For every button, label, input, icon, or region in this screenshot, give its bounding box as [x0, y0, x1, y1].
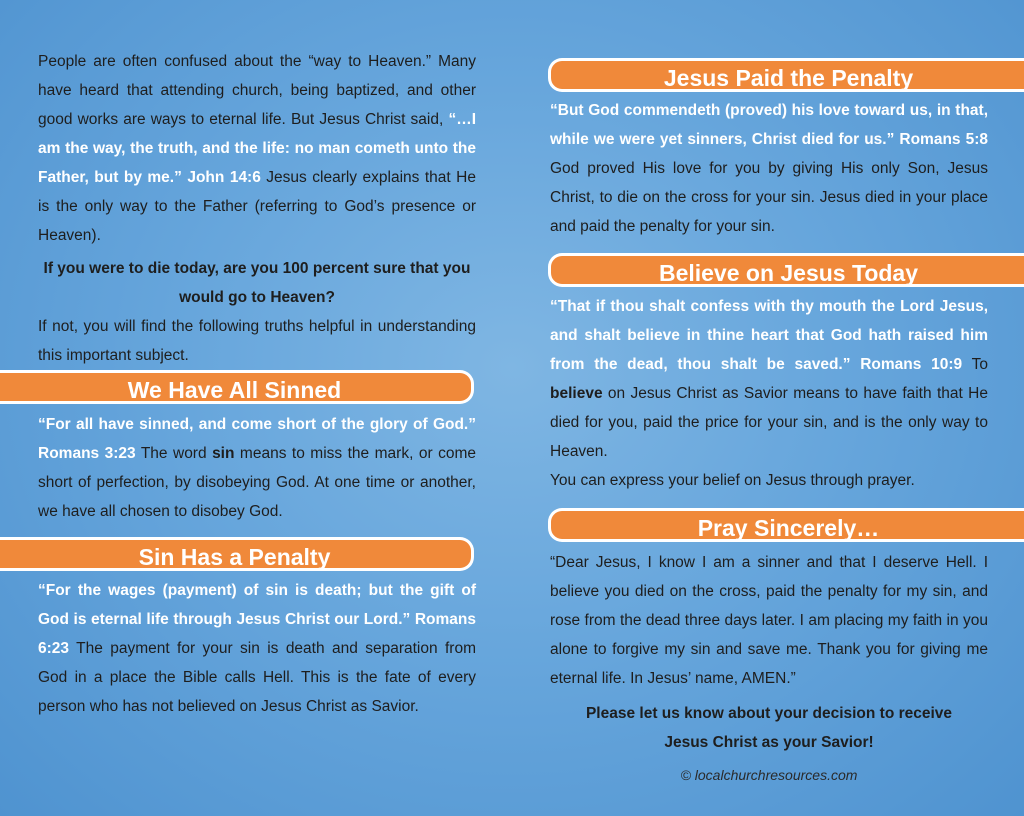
- believe-text-2: on Jesus Christ as Savior means to have faith that He died for you, paid the price for your sin, and is the only way to Heaven.: [550, 385, 988, 460]
- penalty-text: The payment for your sin is death and separation from God in a place the Bible calls Hell. This is the fate of every person who has not believed on Jesus Christ as Savior.: [38, 640, 476, 715]
- paid-block: [550, 96, 988, 241]
- keyword-sin: sin: [212, 445, 235, 462]
- section-title-pray-sincerely: Pray Sincerely…: [548, 508, 1024, 542]
- scripture-romans-3-23: “For all have sinned, and come short of the glory of God.” Romans 3:23: [38, 416, 476, 462]
- believe-paragraph: [550, 292, 988, 466]
- keyword-believe: believe: [550, 385, 603, 402]
- question: If you were to die today, are you 100 percent sure that you would go to Heaven?: [43, 260, 471, 306]
- scripture-romans-10-9: “That if thou shalt confess with thy mouth the Lord Jesus, and shalt believe in thine heart that God hath raised him from the dead, thou shalt be saved.” Romans 10:9: [550, 298, 988, 373]
- section-title-we-have-all-sinned: We Have All Sinned: [0, 370, 474, 404]
- believe-prayer-note: You can express your belief on Jesus through prayer.: [550, 472, 915, 489]
- prayer-paragraph: “Dear Jesus, I know I am a sinner and that I deserve Hell. I believe you died on the cross, paid the penalty for my sin, and rose from the dead three days later. I am placing my faith in you alone to forgive my sin and save me. Thank you for giving me eternal life. In Jesus’ name, AMEN.”: [550, 554, 988, 687]
- pray-block: [550, 548, 988, 790]
- intro-text-2: Jesus clearly explains that He is the only way to the Father (referring to God’s presence or Heaven).: [38, 169, 476, 244]
- scripture-john-14-6: “…I am the way, the truth, and the life: no man cometh unto the Father, but by me.” John 14:6: [38, 111, 476, 186]
- paid-paragraph: [550, 96, 988, 241]
- sinned-text-2: means to miss the mark, or come short of perfection, by disobeying God. At one time or another, we have all chosen to disobey God.: [38, 445, 476, 520]
- section-title-believe-on-jesus-today: Believe on Jesus Today: [548, 253, 1024, 287]
- scripture-romans-5-8: “But God commendeth (proved) his love toward us, in that, while we were yet sinners, Christ died for us.” Romans 5:8: [550, 102, 988, 148]
- section-title-sin-has-a-penalty: Sin Has a Penalty: [0, 537, 474, 571]
- scripture-romans-6-23: “For the wages (payment) of sin is death; but the gift of God is eternal life through Jesus Christ our Lord.” Romans 6:23: [38, 582, 476, 657]
- closing-call: Please let us know about your decision to receive Jesus Christ as your Savior!: [585, 705, 953, 751]
- section-title-jesus-paid-the-penalty: Jesus Paid the Penalty: [548, 58, 1024, 92]
- intro-block: [38, 47, 476, 370]
- intro-paragraph-2: If not, you will find the following truths helpful in understanding this important subject.: [38, 318, 476, 364]
- sinned-block: [38, 410, 476, 526]
- believe-block: [550, 292, 988, 495]
- paid-text: God proved His love for you by giving His only Son, Jesus Christ, to die on the cross for your sin. Jesus died in your place and paid the penalty for your sin.: [550, 160, 988, 235]
- intro-paragraph: [38, 47, 476, 250]
- believe-text: To: [962, 356, 988, 373]
- copyright: © localchurchresources.com: [680, 767, 858, 783]
- sinned-text: The word: [135, 445, 213, 462]
- penalty-block: [38, 576, 476, 721]
- penalty-paragraph: [38, 576, 476, 721]
- sinned-paragraph: [38, 410, 476, 526]
- intro-text: People are often confused about the “way to Heaven.” Many have heard that attending church, being baptized, and other good works are ways to eternal life. But Jesus Christ said,: [38, 53, 476, 128]
